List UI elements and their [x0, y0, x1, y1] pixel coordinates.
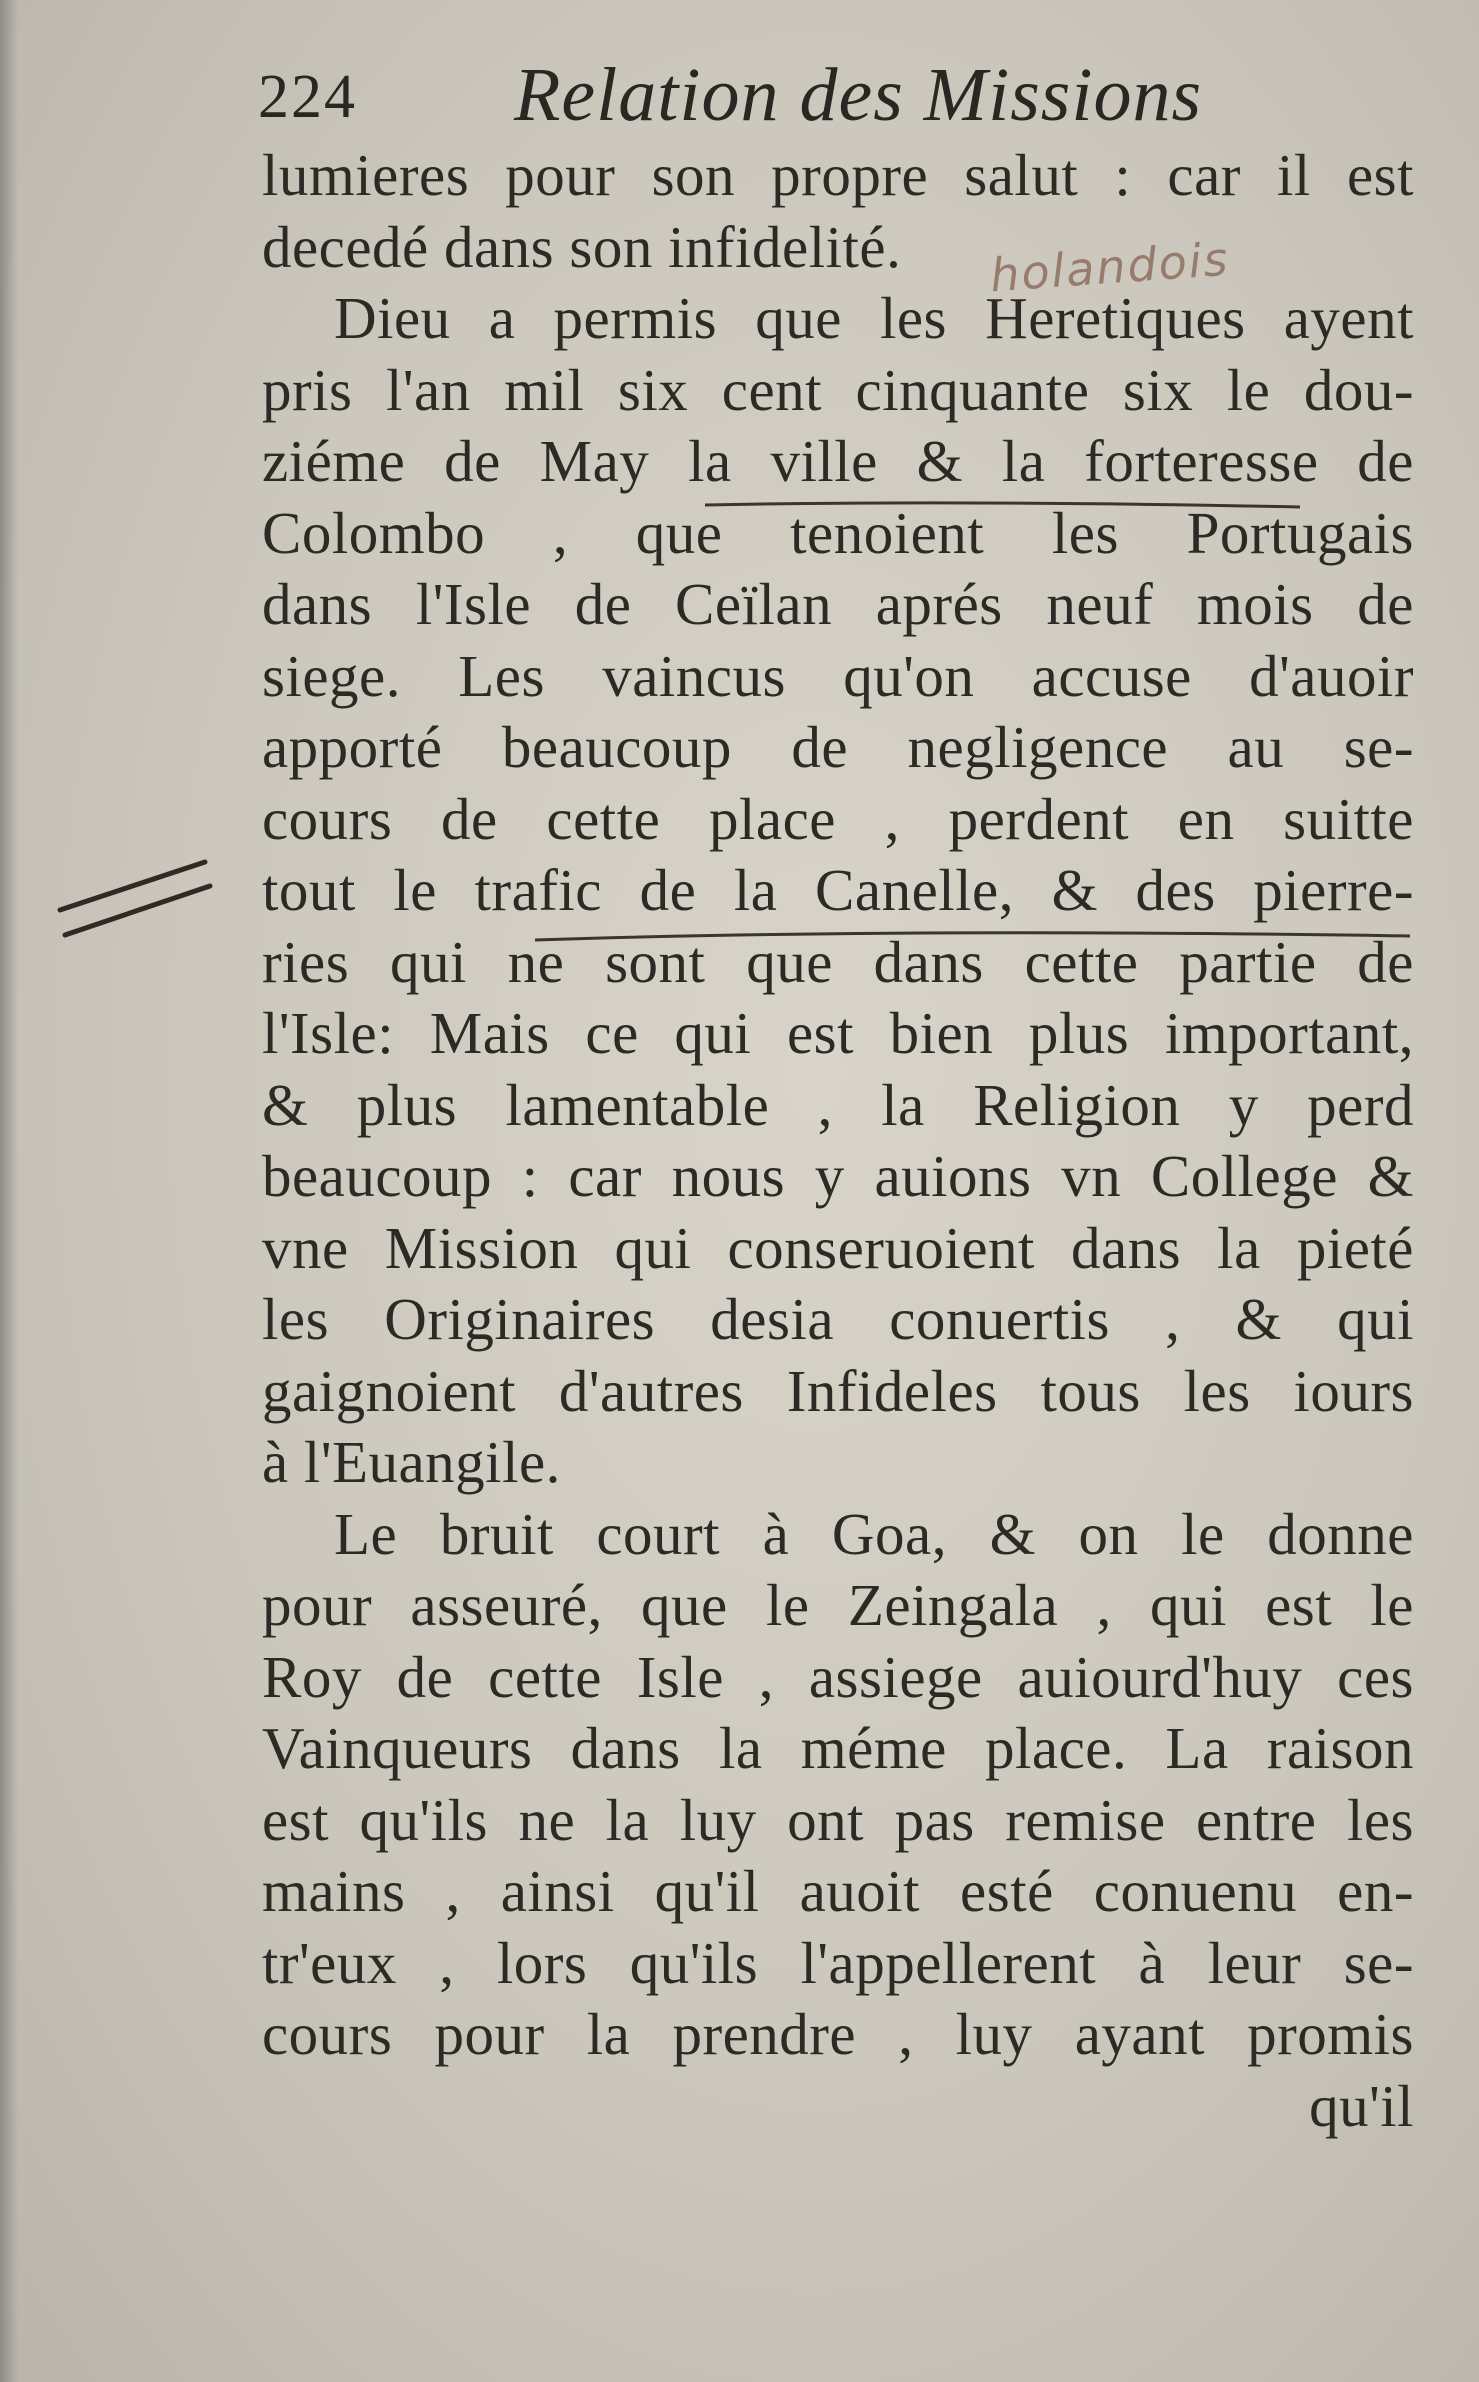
- text-line: dans l'Isle de Ceïlan aprés neuf mois de: [262, 571, 1414, 637]
- text-line: & plus lamentable , la Religion y perd: [262, 1071, 1414, 1138]
- text-line: lumieres pour son propre salut : car il est: [262, 142, 1414, 208]
- text-line: tr'eux , lors qu'ils l'appellerent à leur se-: [262, 1929, 1414, 1996]
- text-line: cours de cette place , perdent en suitte: [262, 785, 1414, 852]
- text-line: ries qui ne sont que dans cette partie de: [262, 928, 1414, 995]
- catchword: qu'il: [1309, 2072, 1414, 2139]
- margin-mark: [65, 886, 210, 935]
- text-line: vne Mission qui conseruoient dans la pieté: [262, 1214, 1414, 1281]
- text-line: gaignoient d'autres Infideles tous les iours: [262, 1357, 1414, 1424]
- text-line: mains , ainsi qu'il auoit esté conuenu en-: [262, 1858, 1414, 1924]
- margin-mark: [60, 862, 205, 910]
- running-head: [258, 52, 1258, 142]
- page-gutter-shadow: [0, 0, 18, 2382]
- text-line: beaucoup : car nous y auions vn College &: [262, 1143, 1414, 1209]
- text-line: à l'Euangile.: [262, 1429, 561, 1495]
- running-title: Relation des Missions: [514, 53, 1203, 137]
- text-line: siege. Les vaincus qu'on accuse d'auoir: [262, 642, 1414, 709]
- text-line: Dieu a permis que les Heretiques ayent: [334, 285, 1414, 351]
- text-line: Colombo , que tenoient les Portugais: [262, 499, 1414, 566]
- text-line: ziéme de May la ville & la forteresse de: [262, 428, 1414, 494]
- text-line: pris l'an mil six cent cinquante six le dou-: [262, 356, 1414, 423]
- text-line: l'Isle: Mais ce qui est bien plus important,: [262, 1000, 1414, 1066]
- text-line: apporté beaucoup de negligence au se-: [262, 714, 1414, 780]
- text-line: decedé dans son infidelité.: [262, 213, 902, 280]
- text-line: Le bruit court à Goa, & on le donne: [334, 1500, 1414, 1567]
- page-number: 224: [258, 63, 357, 131]
- text-line: cours pour la prendre , luy ayant promis: [262, 2001, 1414, 2067]
- text-line: les Originaires desia conuertis , & qui: [262, 1286, 1414, 1352]
- text-line: pour asseuré, que le Zeingala , qui est le: [262, 1572, 1414, 1638]
- text-line: tout le trafic de la Canelle, & des pierre-: [262, 857, 1414, 923]
- handwritten-annotation: holandois: [988, 231, 1232, 303]
- text-line: Vainqueurs dans la méme place. La raison: [262, 1715, 1414, 1781]
- text-line: est qu'ils ne la luy ont pas remise entre les: [262, 1786, 1414, 1853]
- body-text: [262, 140, 1414, 2142]
- text-line: Roy de cette Isle , assiege auiourd'huy ces: [262, 1643, 1414, 1710]
